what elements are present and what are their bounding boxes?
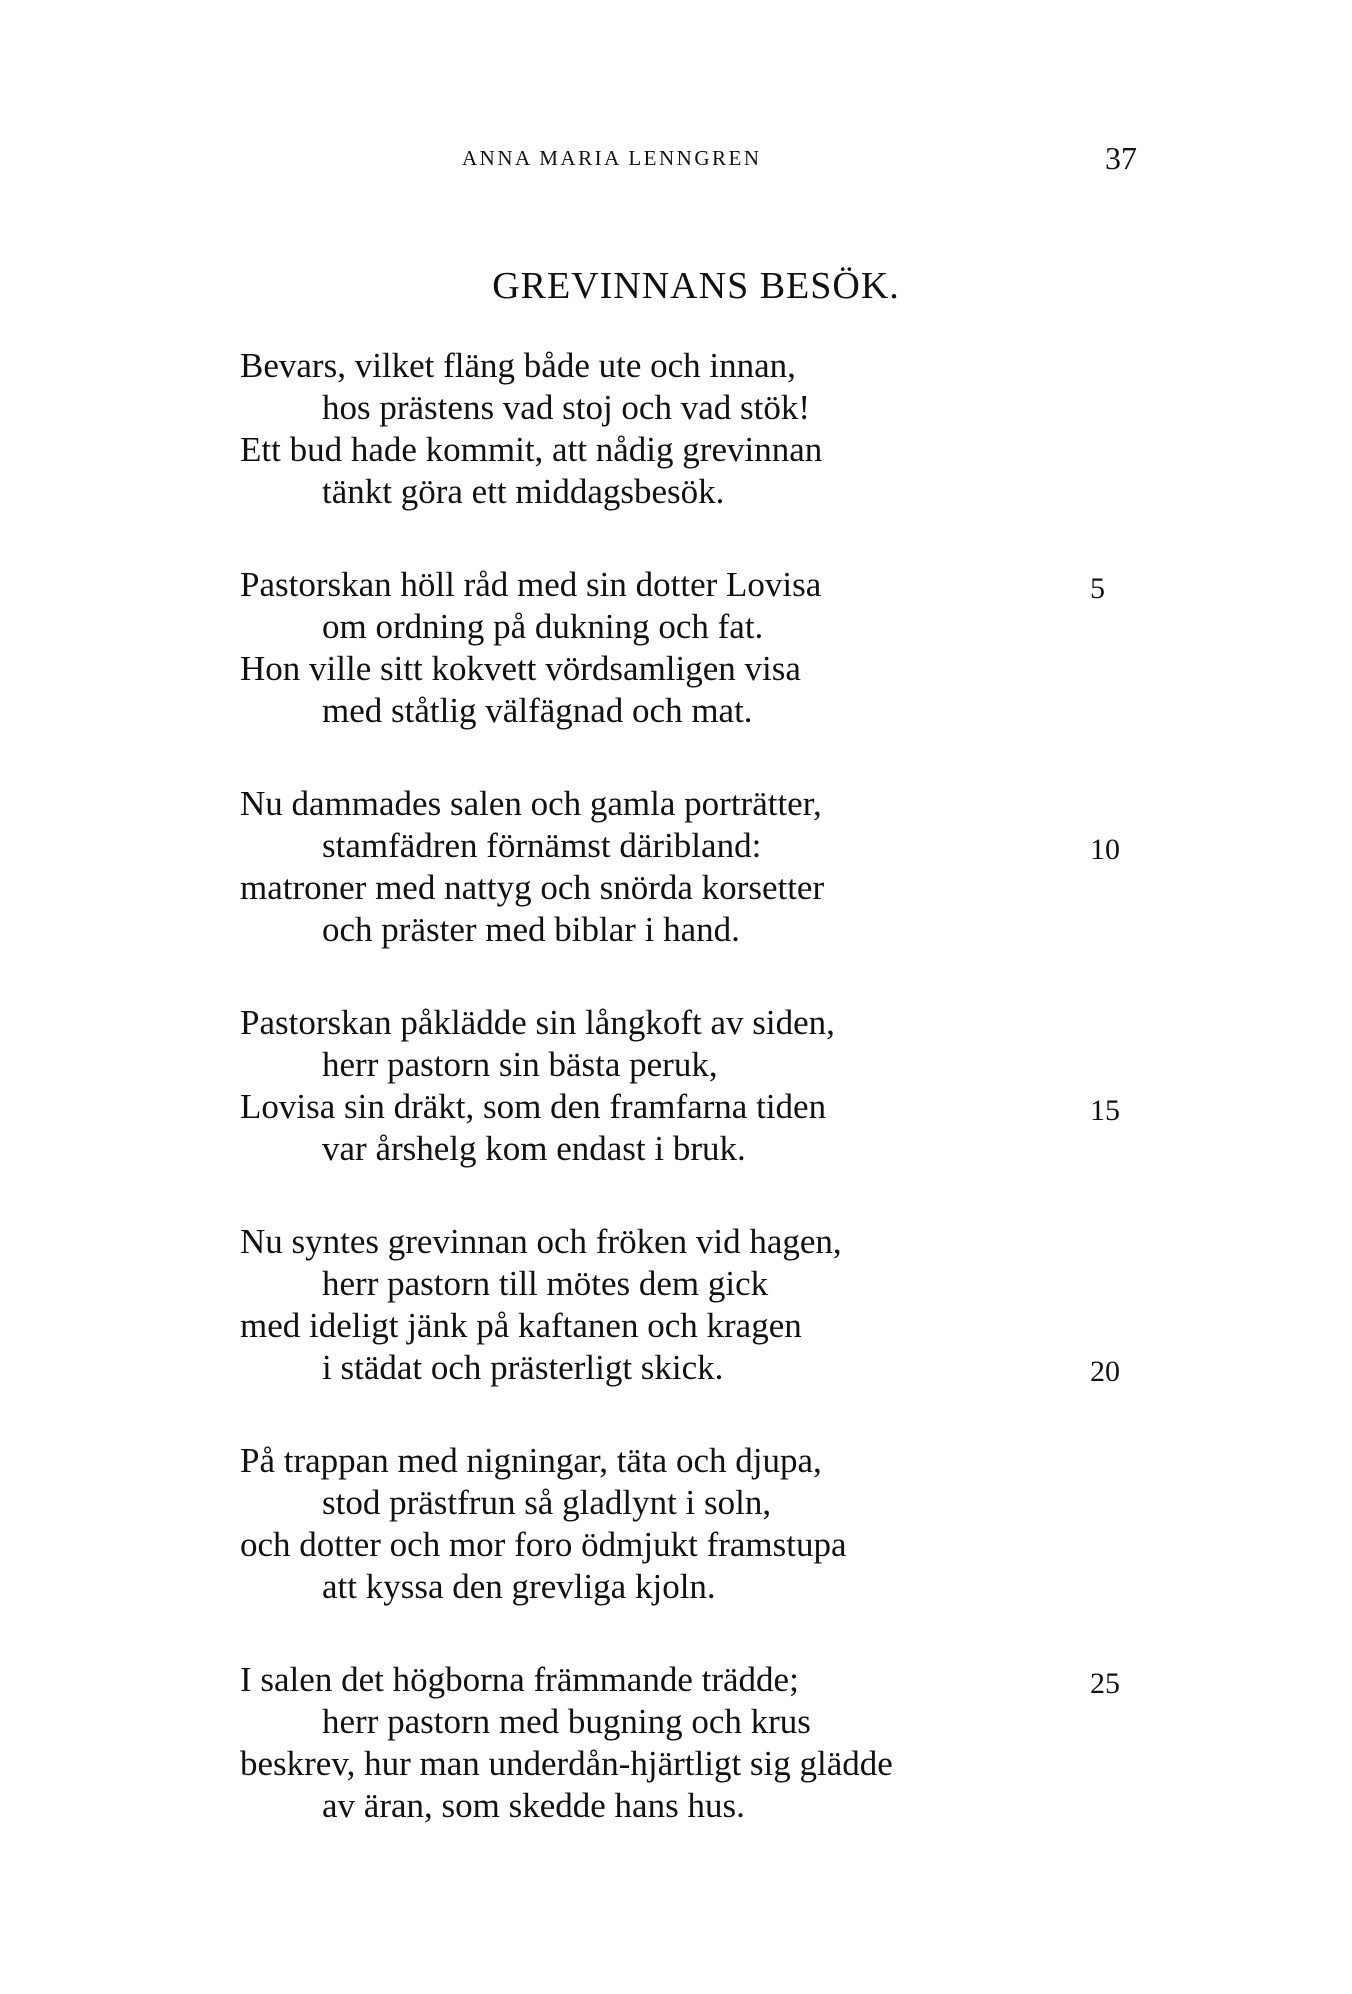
verse-line: herr pastorn med bugning och krus [322, 1702, 811, 1741]
verse-line: med ståtlig välfägnad och mat. [322, 691, 753, 730]
verse-line: var årshelg kom endast i bruk. [322, 1129, 746, 1168]
verse-line: och präster med biblar i hand. [322, 910, 740, 949]
verse-line [0, 1659, 1352, 1701]
verse-line-text: I salen det högborna främmande trädde; [240, 1660, 799, 1699]
verse-line: På trappan med nigningar, täta och djupa, [240, 1441, 822, 1480]
line-number: 20 [1090, 1355, 1120, 1388]
verse-line: Pastorskan påklädde sin långkoft av siden, [240, 1003, 835, 1042]
page-number: 37 [1105, 140, 1137, 176]
verse-line [0, 564, 1352, 606]
verse-line-text: i städat och prästerligt skick. [322, 1348, 724, 1387]
verse-line: att kyssa den grevliga kjoln. [322, 1567, 716, 1606]
running-title: ANNA MARIA LENNGREN [462, 146, 762, 170]
verse-line [0, 825, 1352, 867]
verse-line: och dotter och mor foro ödmjukt framstupa [240, 1525, 847, 1564]
running-header [0, 140, 1352, 176]
stanza-7 [0, 1659, 1352, 1833]
stanza-1 [0, 345, 1352, 519]
verse-line: Nu dammades salen och gamla porträtter, [240, 784, 822, 823]
verse-line: Hon ville sitt kokvett vördsamligen visa [240, 649, 801, 688]
poem-title: GREVINNANS BESÖK. [492, 265, 900, 307]
stanza-3 [0, 783, 1352, 957]
stanza-2 [0, 564, 1352, 738]
line-number: 10 [1090, 833, 1120, 866]
verse-line-text: Pastorskan höll råd med sin dotter Lovisa [240, 565, 822, 604]
verse-line: herr pastorn till mötes dem gick [322, 1264, 769, 1303]
verse-line: stod prästfrun så gladlynt i soln, [322, 1483, 772, 1522]
poem-body [0, 345, 1352, 1878]
line-number: 15 [1090, 1094, 1120, 1127]
verse-line: Bevars, vilket fläng både ute och innan, [240, 346, 796, 385]
verse-line [0, 1086, 1352, 1128]
verse-line: av äran, som skedde hans hus. [322, 1786, 745, 1825]
verse-line: tänkt göra ett middagsbesök. [322, 472, 725, 511]
verse-line-text: Lovisa sin dräkt, som den framfarna tiden [240, 1087, 827, 1126]
verse-line: Ett bud hade kommit, att nådig grevinnan [240, 430, 823, 469]
verse-line: om ordning på dukning och fat. [322, 607, 764, 646]
verse-line: Nu syntes grevinnan och fröken vid hagen, [240, 1222, 842, 1261]
verse-line-text: stamfädren förnämst däribland: [322, 826, 762, 865]
line-number: 25 [1090, 1667, 1120, 1700]
stanza-4 [0, 1002, 1352, 1176]
stanza-6 [0, 1440, 1352, 1614]
verse-line: med ideligt jänk på kaftanen och kragen [240, 1306, 802, 1345]
stanza-5 [0, 1221, 1352, 1395]
verse-line: beskrev, hur man underdån-hjärtligt sig glädde [240, 1744, 893, 1783]
line-number: 5 [1090, 572, 1105, 605]
verse-line: herr pastorn sin bästa peruk, [322, 1045, 718, 1084]
verse-line: matroner med nattyg och snörda korsetter [240, 868, 825, 907]
verse-line: hos prästens vad stoj och vad stök! [322, 388, 810, 427]
verse-line [0, 1347, 1352, 1389]
